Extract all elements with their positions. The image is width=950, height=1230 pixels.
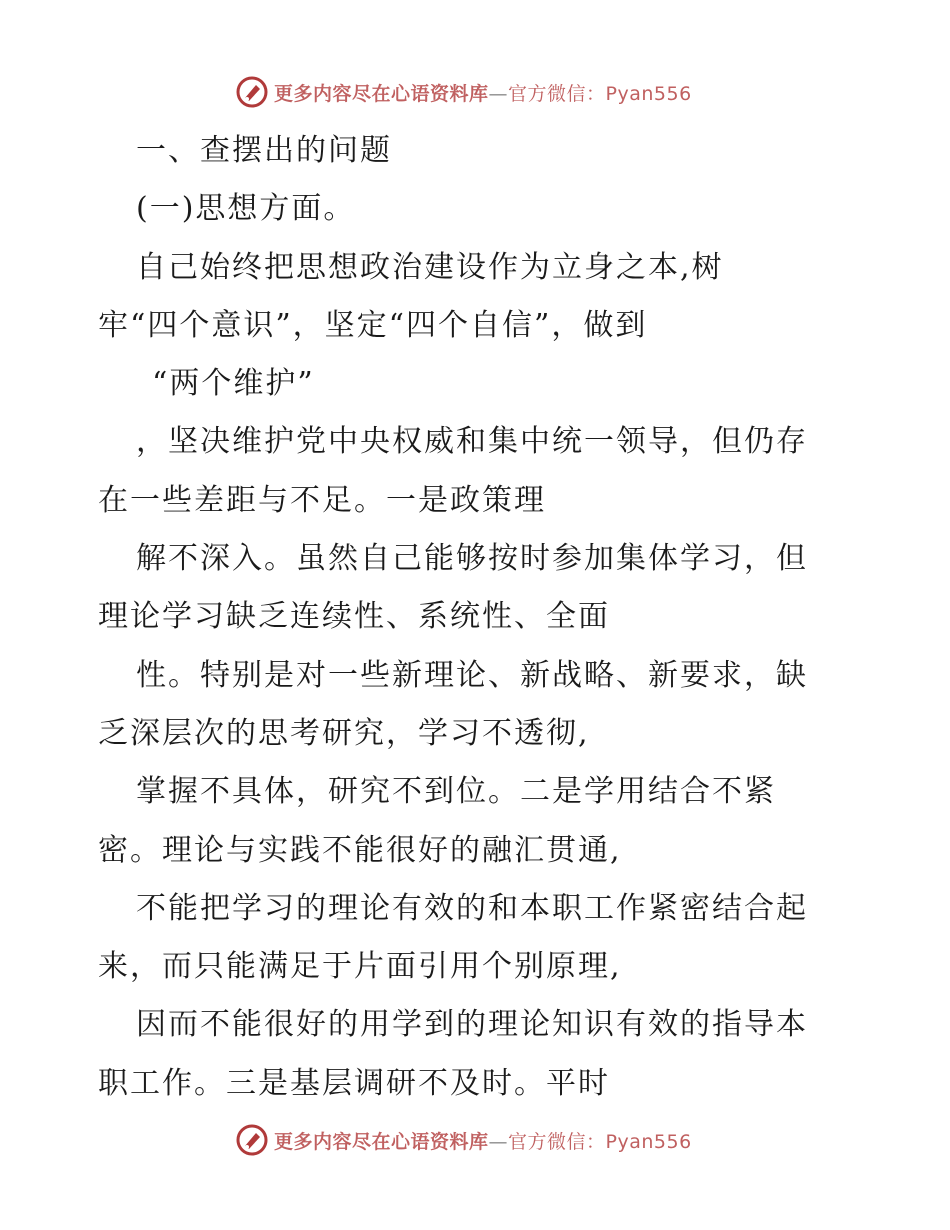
watermark-brand: 更多内容尽在心语资料库 [274,82,489,105]
text-line: 乏深层次的思考研究，学习不透彻, [98,715,590,751]
text-line: 性。特别是对一些新理论、新战略、新要求，缺 [136,657,808,693]
watermark-separator: — [488,1130,509,1153]
text-line: 来，而只能满足于片面引用个别原理, [98,949,622,985]
watermark-wechat-label: 官方微信： [508,82,606,105]
text-line: “两个维护” [152,366,315,402]
pen-nib-logo-icon [236,76,268,108]
text-line: 不能把学习的理论有效的和本职工作紧密结合起 [136,890,808,926]
watermark-wechat-id: Pyan556 [605,82,692,105]
header-watermark [236,72,692,112]
watermark-wechat-id: Pyan556 [605,1130,692,1153]
text-line: 因而不能很好的用学到的理论知识有效的指导本 [136,1007,808,1043]
watermark-brand: 更多内容尽在心语资料库 [274,1130,489,1153]
text-line: ，坚决维护党中央权威和集中统一领导，但仍存 [136,424,808,460]
watermark-wechat-label: 官方微信： [508,1130,606,1153]
watermark-separator: — [488,82,509,105]
header-watermark-banner [0,72,950,112]
text-line: 理论学习缺乏连续性、系统性、全面 [98,599,610,635]
text-line: 自己始终把思想政治建设作为立身之本,树 [136,249,724,285]
pen-nib-logo-icon [236,1124,268,1156]
watermark-text [274,79,692,106]
text-line: 掌握不具体，研究不到位。二是学用结合不紧 [136,774,776,810]
text-line: 密。理论与实践不能很好的融汇贯通, [98,832,622,868]
text-line: 职工作。三是基层调研不及时。平时 [98,1065,610,1101]
footer-watermark-banner [0,1120,950,1160]
text-line: 解不深入。虽然自己能够按时参加集体学习，但 [136,541,808,577]
footer-watermark [236,1120,692,1160]
watermark-text [274,1127,692,1154]
section-heading: 一、查摆出的问题 [136,133,392,168]
text-line: 在一些差距与不足。一是政策理 [98,482,546,518]
text-line: 牢“四个意识”，坚定“四个自信”，做到 [98,307,648,343]
subsection-heading: (一)思想方面。 [136,191,356,227]
document-body [98,122,858,1113]
